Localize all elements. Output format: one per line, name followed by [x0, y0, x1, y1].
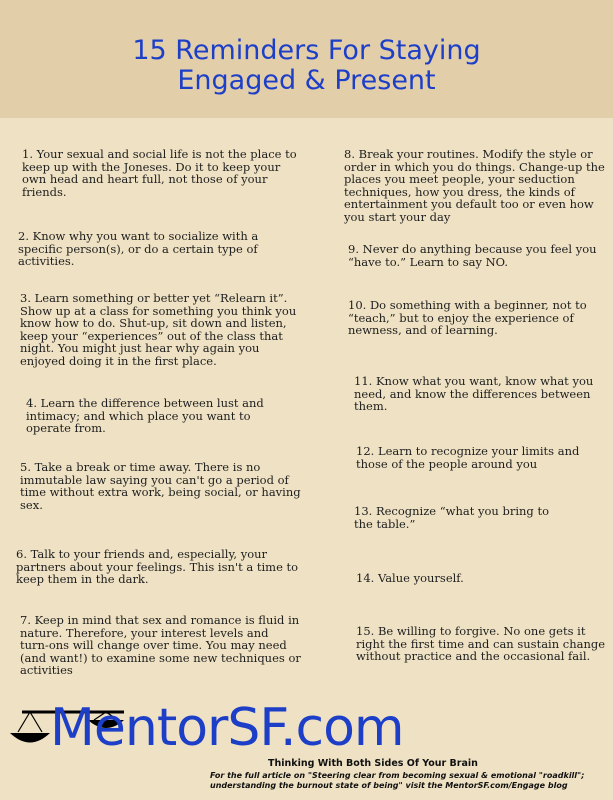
tip-4: 4. Learn the difference between lust and intimacy; and which place you want to operate from.: [26, 396, 264, 436]
tip-12: 12. Learn to recognize your limits and those of the people around you: [356, 444, 580, 471]
title-line-1: 15 Reminders For Staying: [132, 35, 481, 66]
tip-13: 13. Recognize “what you bring to the table.”: [354, 504, 549, 531]
tip-9: 9. Never do anything because you feel you “have to.” Learn to say NO.: [348, 242, 597, 269]
tip-1: 1. Your sexual and social life is not the place to keep up with the Joneses. Do it to keep your own head and heart full, not those of your friends.: [22, 147, 297, 199]
tip-14: 14. Value yourself.: [356, 571, 464, 585]
tip-5: 5. Take a break or time away. There is no immutable law saying you can't go a period of time without extra work, being social, or having sex.: [20, 460, 301, 512]
tagline: Thinking With Both Sides Of Your Brain: [268, 758, 478, 769]
tip-2: 2. Know why you want to socialize with a specific person(s), or do a certain type of activities.: [18, 229, 259, 269]
tip-7: 7. Keep in mind that sex and romance is fluid in nature. Therefore, your interest levels and turn-ons will change over time. You may need (and want!) to examine some new techniques or activities: [20, 613, 301, 678]
tip-8: 8. Break your routines. Modify the style or order in which you do things. Change-up the places you meet people, your seduction techniques, how you dress, the kinds of entertainment you default too or even how you start your day: [344, 147, 605, 224]
tip-3: 3. Learn something or better yet “Relearn it”. Show up at a class for something you think you know how to do. Shut-up, sit down and listen, keep your “experiences” out of the class that night. You might just hear why again you enjoyed doing it in the first place.: [20, 291, 297, 368]
tip-11: 11. Know what you want, know what you need, and know the differences between them.: [354, 374, 594, 414]
tip-15: 15. Be willing to forgive. No one gets it right the first time and can sustain change without practice and the occasional fail.: [356, 624, 606, 664]
tip-6: 6. Talk to your friends and, especially, your partners about your feelings. This isn't a time to keep them in the dark.: [16, 547, 299, 587]
logo-text: MentorSF.com: [50, 698, 404, 758]
page-title: [0, 36, 613, 96]
tip-10: 10. Do something with a beginner, not to “teach,” but to enjoy the experience of newness, and of learning.: [348, 298, 587, 338]
footer-note: For the full article on "Steering clear from becoming sexual & emotional "roadkill"; understanding the burnout state of being" visit the MentorSF.com/Engage blog: [210, 771, 585, 790]
title-line-2: Engaged & Present: [177, 65, 436, 96]
